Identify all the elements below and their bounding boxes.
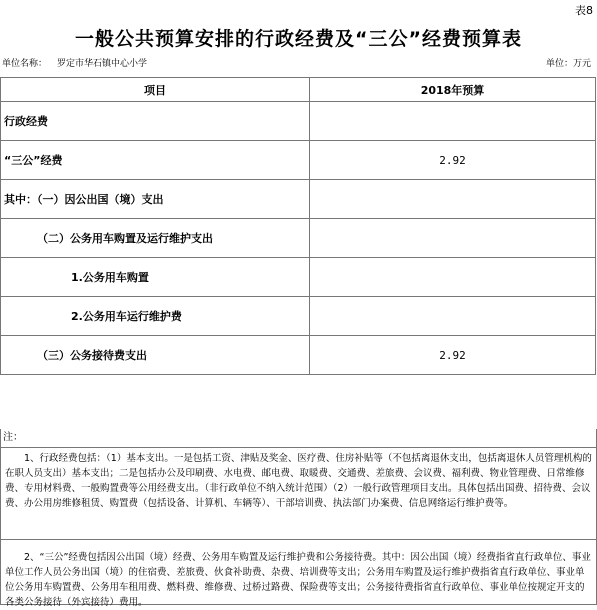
unit-info <box>2 56 147 72</box>
row-label: （三）公务接待费支出 <box>1 336 310 375</box>
note-administrative-expenses <box>1 448 596 540</box>
row-label: “三公”经费 <box>1 141 310 180</box>
table-row <box>1 102 596 141</box>
unit-label: 单位名称： <box>2 59 48 69</box>
row-value: 2.92 <box>310 336 596 375</box>
row-label: （二）公务用车购置及运行维护支出 <box>1 219 310 258</box>
currency-label: 单位：万元 <box>545 59 591 69</box>
page-title: 一般公共预算安排的行政经费及“三公”经费预算表 <box>75 28 522 50</box>
row-value <box>310 102 596 141</box>
note-three-public-expenses <box>1 540 596 610</box>
notes-heading: 注： <box>1 429 596 448</box>
row-label: 1.公务用车购置 <box>1 258 310 297</box>
row-label: 行政经费 <box>1 102 310 141</box>
sheet-tag: 表8 <box>575 4 593 17</box>
row-label: 其中：（一）因公出国（境）支出 <box>1 180 310 219</box>
table-header-row <box>1 78 596 102</box>
row-value: 2.92 <box>310 141 596 180</box>
table-row <box>1 336 596 375</box>
table-row <box>1 180 596 219</box>
note-text: 2、“三公”经费包括因公出国（境）经费、公务用车购置及运行维护费和公务接待费。其中：因公出国（境）经费指省直行政单位、事业单位工作人员公务出国（境）的住宿费、差旅费、伙食补助费、杂费、培训费等支出；公务用车购置及运行维护费指省直行政单位、事业单位公务用车购置费、公务用车租用费、燃料费、维修费、过桥过路费、保险费等支出；公务接待费指省直行政单位、事业单位按规定开支的各类公务接待（外宾接待）费用。 <box>5 552 591 608</box>
budget-table <box>0 77 596 375</box>
row-value <box>310 297 596 336</box>
header-item: 项目 <box>1 78 310 102</box>
table-row <box>1 141 596 180</box>
notes-section <box>0 429 597 608</box>
row-value <box>310 219 596 258</box>
note-text: 1、行政经费包括：（1）基本支出。一是包括工资、津贴及奖金、医疗费、住房补贴等（不包括离退休支出，包括离退休人员管理机构的在职人员支出）基本支出；二是包括办公及印刷费、水电费、邮电费、取暖费、交通费、差旅费、会议费、福利费、物业管理费、日常维修费、专用材料费、一般购置费等公用经费支出。（非行政单位不纳入统计范围）（2）一般行政管理项目支出。具体包括出国费、招待费、会议费、办公用房维修租赁、购置费（包括设备、计算机、车辆等）、干部培训费、执法部门办案费、信息网络运行维护费等。 <box>5 453 592 509</box>
unit-name: 罗定市华石镇中心小学 <box>57 59 148 69</box>
table-row <box>1 219 596 258</box>
row-label: 2.公务用车运行维护费 <box>1 297 310 336</box>
row-value <box>310 180 596 219</box>
table-row <box>1 258 596 297</box>
row-value <box>310 258 596 297</box>
header-budget: 2018年预算 <box>310 78 596 102</box>
table-row <box>1 297 596 336</box>
